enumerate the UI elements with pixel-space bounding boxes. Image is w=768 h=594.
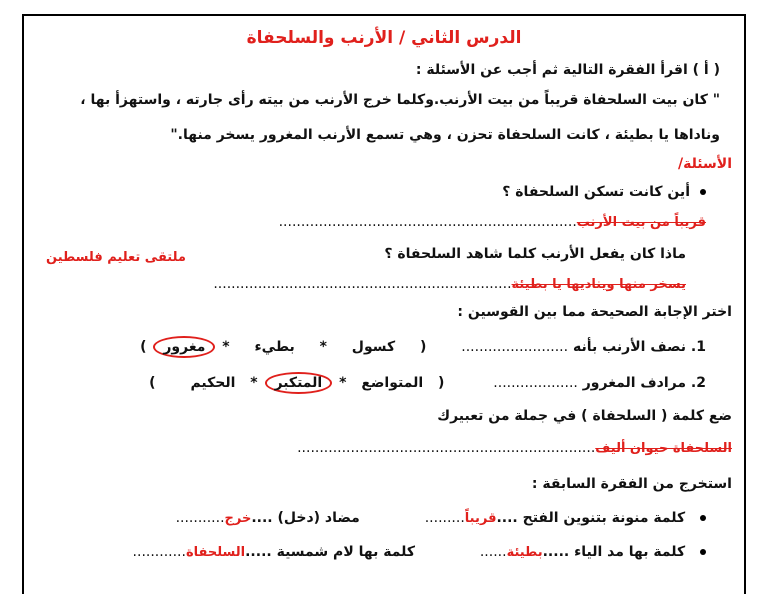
bullet-icon: [700, 515, 706, 521]
extract-4-label: كلمة بها لام شمسية .....: [245, 544, 415, 560]
mc1-dots: ........................: [461, 339, 569, 355]
mc2-separator-2: *: [250, 375, 258, 391]
answer-2-dots: ...................................................................: [213, 276, 512, 292]
mc-question-2: [149, 372, 706, 394]
answer-1-dots: ...................................................................: [278, 214, 577, 230]
sentence-answer: السلحفاة حيوان أليف: [595, 441, 732, 456]
extract-row-2: [133, 544, 706, 560]
bullet-icon: [700, 549, 706, 555]
answer-2-row: [213, 276, 686, 292]
mc1-close-paren: ): [140, 339, 147, 355]
extract-2-label: مضاد (دخل) ....: [251, 510, 360, 526]
mc-question-1: [140, 336, 706, 358]
mc1-open-paren: (: [419, 339, 427, 355]
answer-1: قريباً من بيت الأرنب: [576, 215, 706, 230]
question-1-text: أين كانت تسكن السلحفاة ؟: [502, 184, 690, 200]
question-1: [502, 184, 706, 200]
extract-1-answer: قريباً: [464, 511, 497, 526]
mc1-option-2: بطيء: [254, 339, 295, 355]
extract-2-answer: خرج: [224, 511, 252, 526]
side-label: ملتقى تعليم فلسطين: [46, 250, 186, 265]
mc2-option-3: الحكيم: [190, 375, 236, 391]
mc1-separator-2: *: [222, 339, 230, 355]
mc1-option-3-circled: مغرور: [153, 336, 215, 358]
passage-line-2: وناداها يا بطيئة ، كانت السلحفاة تحزن ، وهي تسمع الأرنب المغرور يسخر منها.": [170, 127, 720, 143]
extract-4-dots: ............: [132, 544, 186, 560]
answer-1-row: [279, 214, 706, 230]
extract-row-1: [176, 510, 706, 526]
passage-line-1: " كان بيت السلحفاة قريباً من بيت الأرنب.وكلما خرج الأرنب من بيته رأى جارته ، واستهزأ بها ،: [80, 92, 720, 108]
sentence-dots: ...................................................................: [297, 440, 596, 456]
mc2-option-1: المتواضع: [361, 375, 424, 391]
extract-header: استخرج من الفقرة السابقة :: [531, 476, 732, 492]
mc1-separator-1: *: [319, 339, 327, 355]
choose-header: اختر الإجابة الصحيحة مما بين القوسين :: [457, 304, 732, 320]
bullet-icon: [700, 189, 706, 195]
extract-3-label: كلمة بها مد الياء .....: [542, 544, 686, 560]
sentence-header: ضع كلمة ( السلحفاة ) في جملة من تعبيرك: [437, 408, 732, 424]
mc2-option-2-circled: المتكبر: [265, 372, 333, 394]
mc2-separator-1: *: [339, 375, 347, 391]
extract-3-dots: ......: [479, 544, 507, 560]
mc1-prefix: 1. نصف الأرنب بأنه: [572, 339, 706, 355]
sentence-answer-row: [297, 440, 732, 456]
instruction: ( أ ) اقرأ الفقرة التالية ثم أجب عن الأسئلة :: [415, 62, 720, 78]
mc2-dots: ...................: [493, 375, 578, 391]
answer-2: يسخر منها ويناديها يا بطيئة: [511, 277, 686, 292]
extract-3-answer: بطيئة: [506, 545, 543, 560]
lesson-title: الدرس الثاني / الأرنب والسلحفاة: [246, 28, 522, 48]
mc2-close-paren: ): [149, 375, 156, 391]
extract-1-dots: .........: [424, 510, 465, 526]
questions-header: الأسئلة/: [677, 156, 732, 172]
extract-2-dots: ...........: [175, 510, 225, 526]
mc2-open-paren: (: [438, 375, 445, 391]
mc2-prefix: 2. مرادف المغرور: [582, 375, 706, 391]
extract-1-label: كلمة منونة بتنوين الفتح ....: [496, 510, 686, 526]
mc1-option-1: كسول: [351, 339, 396, 355]
extract-4-answer: السلحفاة: [185, 545, 246, 560]
question-2: ماذا كان يفعل الأرنب كلما شاهد السلحفاة ؟: [384, 246, 686, 262]
